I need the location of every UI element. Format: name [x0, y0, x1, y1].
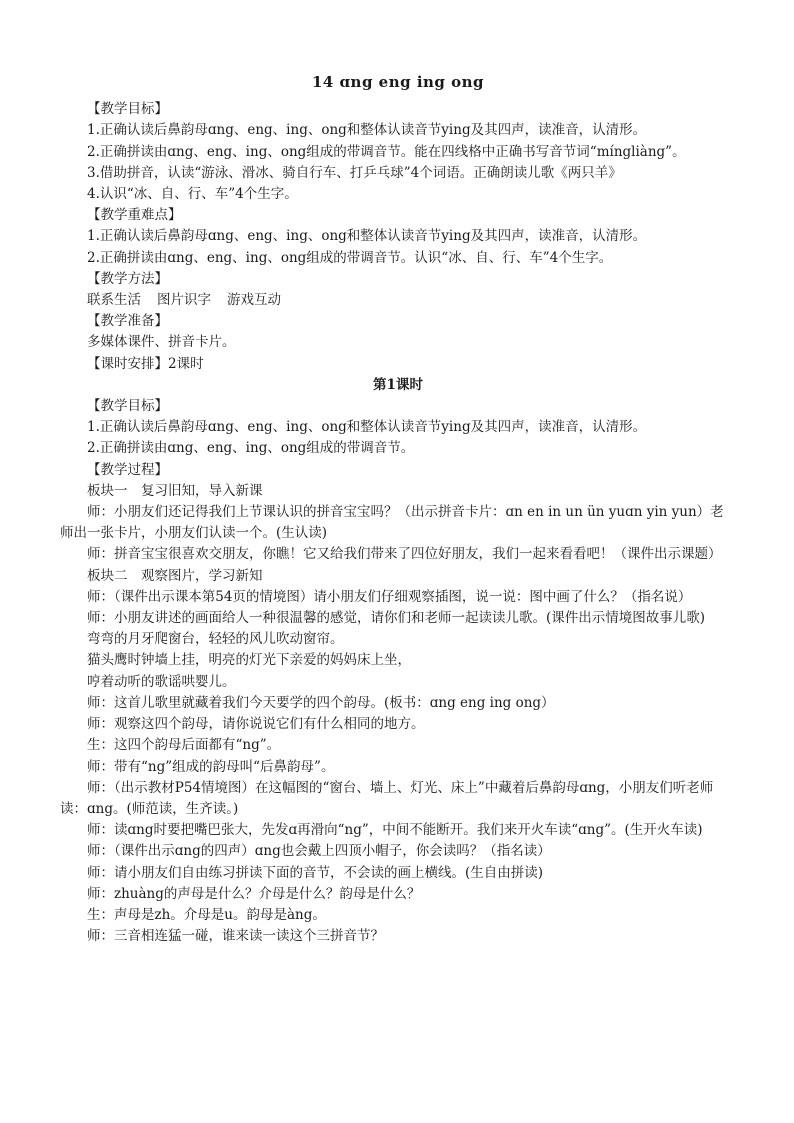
goal-item: 1.正确认读后鼻韵母ɑng、eng、ing、ong和整体认读音节ying及其四声，读准音，认清形。 [87, 122, 647, 139]
goals-heading: 【教学目标】 [87, 101, 168, 118]
schedule-line [60, 354, 736, 375]
process-paragraph: 板块二 观察图片，学习新知 [87, 567, 263, 584]
prep-text: 多媒体课件、拼音卡片。 [87, 334, 236, 351]
process-paragraph: 生：声母是zh。介母是u。韵母是àng。 [87, 906, 326, 923]
process-paragraph: 师：观察这四个韵母，请你说说它们有什么相同的地方。 [87, 716, 425, 733]
process-paragraph: 师：带有“ng”组成的韵母叫“后鼻韵母”。 [87, 758, 335, 775]
schedule-value: 2课时 [168, 355, 204, 372]
process-paragraph: 师：三音相连猛一碰，谁来读一读这个三拼音节？ [87, 928, 384, 945]
lesson-goal-item: 1.正确认读后鼻韵母ɑng、eng、ing、ong和整体认读音节ying及其四声，读准音，认清形。 [87, 419, 647, 436]
prep-heading: 【教学准备】 [87, 313, 168, 330]
goal-item: 3.借助拼音，认读“游泳、滑冰、骑自行车、打乒乓球”4个词语。正确朗读儿歌《两只羊》 [87, 164, 622, 181]
methods-list [60, 290, 736, 311]
process-paragraph: 师：这首儿歌里就藏着我们今天要学的四个韵母。(板书：ɑng eng ing ong） [87, 694, 555, 711]
process-paragraph: 哼着动听的歌谣哄婴儿。 [87, 673, 236, 690]
process-paragraph: 弯弯的月牙爬窗台，轻轻的风儿吹动窗帘。 [87, 631, 344, 648]
process-paragraph: 师：小朋友们还记得我们上节课认识的拼音宝宝吗？（出示拼音卡片：ɑn en in un ün yuɑn yin yun）老师出一张卡片，小朋友们认读一个。(生认读) [60, 504, 724, 542]
method-item: 联系生活 [87, 292, 141, 309]
process-paragraph: 师：（课件出示课本第54页的情境图）请小朋友们仔细观察插图，说一说：图中画了什么？（指名说） [87, 588, 692, 605]
process-paragraph: 师：zhuàng的声母是什么？介母是什么？韵母是什么？ [87, 885, 421, 902]
document-title: 14 ɑng eng ing ong [311, 73, 485, 91]
schedule-heading: 【课时安排】 [87, 355, 168, 372]
key-point-item: 1.正确认读后鼻韵母ɑng、eng、ing、ong和整体认读音节ying及其四声，读准音，认清形。 [87, 228, 647, 245]
lesson-goals-heading: 【教学目标】 [87, 398, 168, 415]
process-heading: 【教学过程】 [87, 461, 168, 478]
method-item: 游戏互动 [227, 292, 281, 309]
process-paragraph: 板块一 复习旧知，导入新课 [87, 482, 263, 499]
key-point-item: 2.正确拼读由ɑng、eng、ing、ong组成的带调音节。认识“冰、自、行、车”4个生字。 [87, 249, 613, 266]
process-paragraph: 师：拼音宝宝很喜欢交朋友，你瞧！它又给我们带来了四位好朋友，我们一起来看看吧！（课件出示课题） [87, 546, 722, 563]
method-item: 图片识字 [157, 292, 211, 309]
goal-item: 4.认识“冰、自、行、车”4个生字。 [87, 186, 298, 203]
goal-item: 2.正确拼读由ɑng、eng、ing、ong组成的带调音节。能在四线格中正确书写音节词“míngliàng”。 [87, 143, 686, 160]
process-paragraph: 师：读ɑng时要把嘴巴张大，先发ɑ再滑向“ng”，中间不能断开。我们来开火车读“ɑng”。(生开火车读) [87, 822, 703, 839]
process-paragraph: 师：（出示教材P54情境图）在这幅图的“窗台、墙上、灯光、床上”中藏着后鼻韵母ɑng，小朋友们听老师读：ɑng。(师范读，生齐读。) [60, 779, 714, 817]
process-paragraph: 师：请小朋友们自由练习拼读下面的音节，不会读的画上横线。(生自由拼读) [87, 864, 544, 881]
process-paragraph: 师：小朋友讲述的画面给人一种很温馨的感觉，请你们和老师一起读读儿歌。(课件出示情境图故事儿歌) [87, 610, 706, 627]
methods-heading: 【教学方法】 [87, 270, 168, 287]
process-paragraph: 生：这四个韵母后面都有“ng”。 [87, 737, 281, 754]
lesson-goal-item: 2.正确拼读由ɑng、eng、ing、ong组成的带调音节。 [87, 440, 415, 457]
process-paragraph: 猫头鹰时钟墙上挂，明亮的灯光下亲爱的妈妈床上坐， [87, 652, 411, 669]
lesson-heading: 第1课时 [373, 376, 423, 393]
document-page [60, 72, 736, 947]
process-paragraph: 师：（课件出示ɑng的四声）ɑng也会戴上四顶小帽子，你会读吗？（指名读） [87, 843, 551, 860]
key-points-heading: 【教学重难点】 [87, 207, 182, 224]
